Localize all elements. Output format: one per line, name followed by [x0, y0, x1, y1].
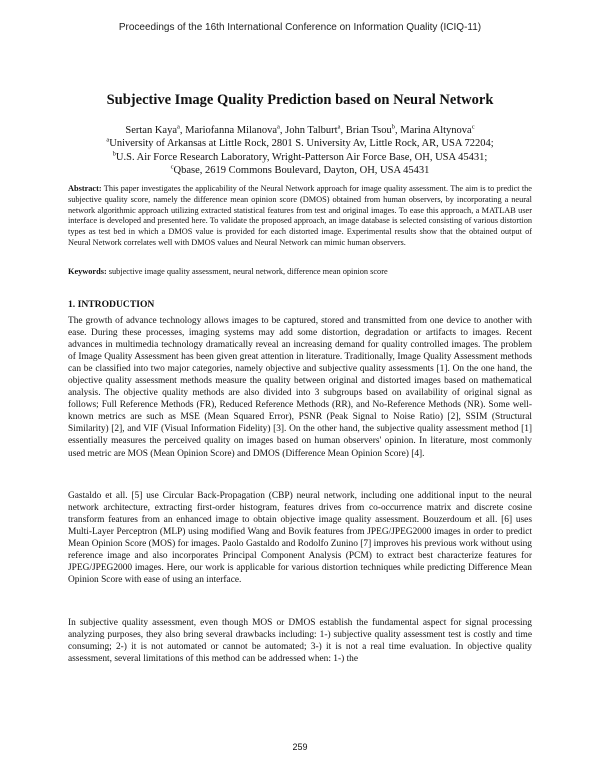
- paper-title: Subjective Image Quality Prediction based on Neural Network: [106, 92, 494, 108]
- abstract-label: Abstract:: [68, 184, 102, 193]
- keywords: [68, 267, 532, 278]
- keywords-label: Keywords:: [68, 267, 107, 276]
- affiliation-line: [0, 151, 600, 164]
- author-name: Brian Tsou: [345, 125, 392, 136]
- author-affiliation-mark: a: [337, 123, 341, 131]
- section-heading: 1. INTRODUCTION: [68, 299, 155, 310]
- affiliation-mark: a: [106, 136, 110, 144]
- affiliation-line: [0, 164, 600, 177]
- page-number: 259: [292, 742, 308, 752]
- author-affiliation-mark: a: [277, 123, 280, 131]
- author-list: Sertan Kaya$^a$, Mariofanna Milanova$^a$, John Talburt$^a$, Brian Tsou$^b$, Marina Altynova$^c$: [125, 123, 475, 136]
- author-block: [0, 124, 600, 178]
- keywords-text: subjective image quality assessment, neural network, difference mean opinion score: [108, 267, 388, 276]
- body-paragraph: The growth of advance technology allows images to be captured, stored and transmitted from one device to another with ease. During these processes, imaging systems may add some distortion, degradation or artifacts to images. Recent advances in multimedia technology dramatically reveal an increasing demand for quality controlled images. The problem of Image Quality Assessment has been given great attention in literature. Traditionally, Image Quality Assessment methods can be classified into two major categories, namely objective and subjective quality assessments [1]. On the one hand, the objective quality assessment methods measure the quality between original and distorted images based on mathematical analysis. The objective quality methods are also divided into 3 subgroups based on availability of original signal as follows; Full Reference Methods (FR), Reduced Reference Methods (RR), and No-Reference Methods (NR). Some well-known metrics are such as MSE (Mean Squared Error), PSNR (Peak Signal to Noise Ratio) [2], SSIM (Structural Similarity) [2], and VIF (Visual Information Fidelity) [3]. On the other hand, the subjective quality assessment method [1] essentially measures the perceived quality on images based on human observers' opinion. In literature, most commonly used metric are MOS (Mean Opinion Score) and DMOS (Difference Mean Opinion Score) [4].: [68, 316, 532, 459]
- abstract: [68, 184, 532, 249]
- author-name: Mariofanna Milanova: [185, 125, 277, 136]
- affiliation-line: [0, 137, 600, 150]
- author-affiliation-mark: b: [391, 123, 396, 131]
- author-affiliation-mark: c: [471, 123, 475, 131]
- running-header: Proceedings of the 16th International Conference on Information Quality (ICIQ-11): [118, 22, 482, 33]
- affiliation-text: U.S. Air Force Research Laboratory, Wright-Patterson Air Force Base, OH, USA 45431;: [115, 151, 488, 163]
- author-affiliation-mark: a: [177, 123, 180, 131]
- affiliation-mark: b: [112, 150, 116, 158]
- affiliation-text: Qbase, 2619 Commons Boulevard, Dayton, OH, USA 45431: [173, 165, 430, 177]
- body-paragraph: Gastaldo et all. [5] use Circular Back-Propagation (CBP) neural network, including one additional input to the neural network architecture, extracting first-order histogram, features drives from co-occurrence matrix and discrete cosine transform features from an enhanced image to obtain objective image quality assessment. Bouzerdoum et all. [6] uses Multi-Layer Perceptron (MLP) using modified Wang and Bovik features from JPEG/JPEG2000 images in order to predict Mean Opinion Score (MOS) for images. Paolo Gastaldo and Rodolfo Zunino [7] improves his previous work without using reference image and also incorporates Principal Component Analysis (PCM) to extract best characterize features for JPEG/JPEG2000 images. Here, our work is applicable for various distortion techniques while predicting Difference Mean Opinion Score with ease of using an interface.: [68, 491, 532, 586]
- author-name: Marina Altynova: [400, 125, 472, 136]
- author-name: Sertan Kaya: [125, 125, 177, 136]
- body-paragraph: In subjective quality assessment, even though MOS or DMOS establish the fundamental aspect for signal processing analyzing purposes, they also bring several drawbacks including: 1-) subjective quality assessment test is costly and time consuming; 2-) it is not automated or cannot be automated; 3-) it is not a real time evaluation. In objective quality assessment, several limitations of this method can be addressed when: 1-) the: [68, 618, 532, 665]
- affiliation-mark: c: [170, 163, 174, 171]
- author-name: John Talburt: [285, 125, 338, 136]
- abstract-text: This paper investigates the applicability of the Neural Network approach for image quality assessment. The aim is to predict the subjective quality score, namely the difference mean opinion score (DMOS) obtained from human observers, by incorporating a neural network algorithmic approach utilizing extracted statistical features from test and original images. To ease this approach, a MATLAB user interface is developed and presented here. To validate the proposed approach, an image database is selected consisting of various distortion types as test bed in which a DMOS value is provided for each distorted image. Experimental results show that the obtained output of Neural Network correlates well with DMOS values and Neural Network can mimic human observers.: [68, 184, 532, 247]
- affiliation-text: University of Arkansas at Little Rock, 2801 S. University Av, Little Rock, AR, USA 72204;: [109, 138, 494, 150]
